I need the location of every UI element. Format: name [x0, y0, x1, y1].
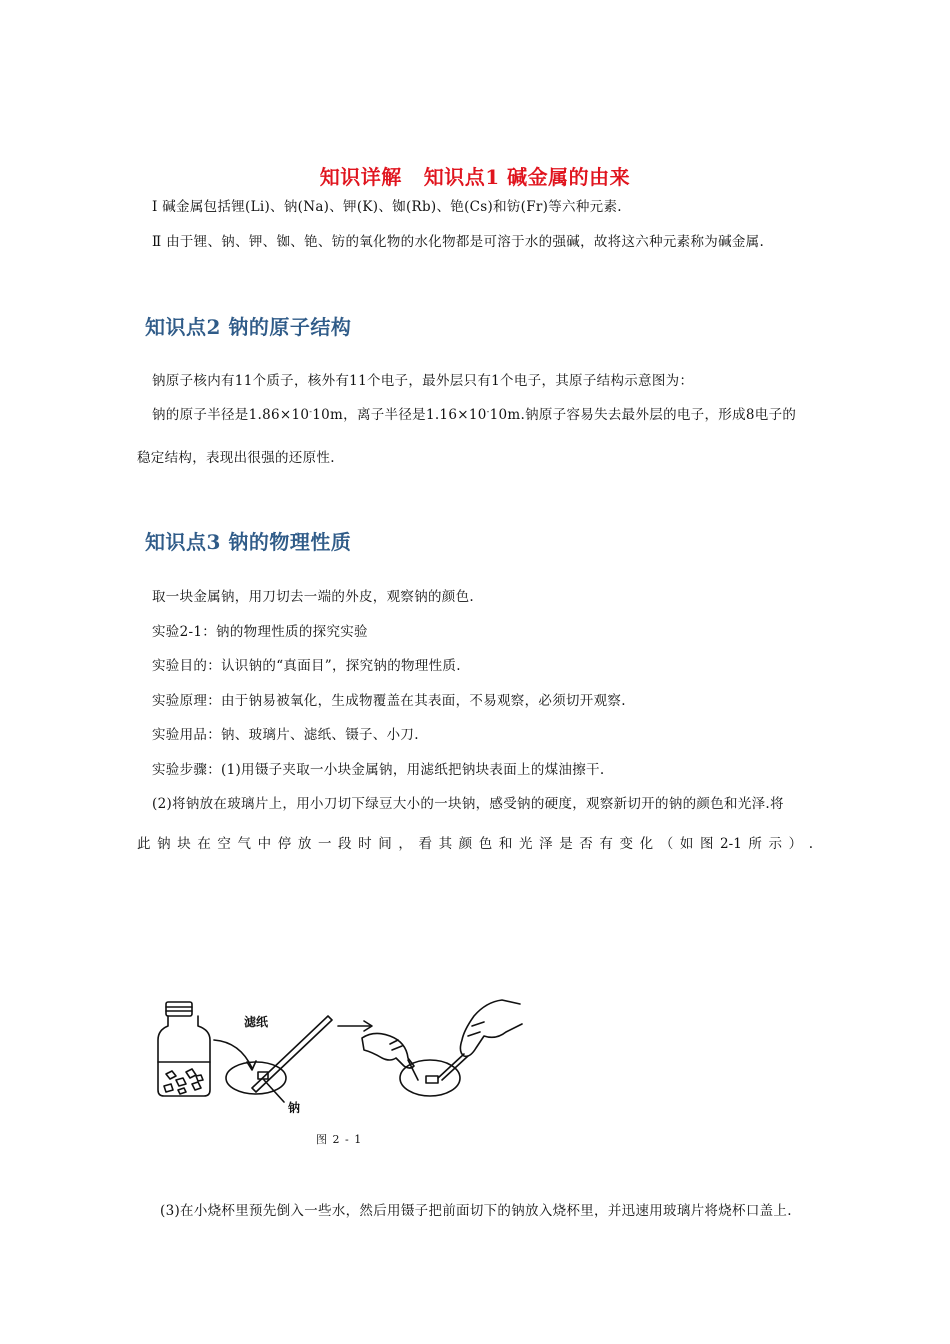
sodium-label: 钠 — [288, 1101, 301, 1115]
title-part1: 知识详解 — [319, 165, 402, 189]
section1-line2: Ⅱ 由于锂、钠、钾、铷、铯、钫的氧化物的水化物都是可溶于水的强碱，故将这六种元素称为碱金属. — [152, 234, 765, 250]
ionic-radius-text: 10m，离子半径是1.16×10 — [312, 407, 487, 423]
atomic-radius-text: 钠的原子半径是1.86×10 — [152, 407, 310, 423]
page-title — [0, 161, 950, 190]
figure-2-1 — [152, 996, 532, 1134]
filter-paper-label: 滤纸 — [244, 1015, 269, 1029]
section3-line-6: 实验步骤：(1)用镊子夹取一小块金属钠，用滤纸把钠块表面上的煤油擦干. — [152, 762, 605, 778]
title-part2: 知识点1 碱金属的由来 — [423, 165, 631, 189]
section3-line-1: 取一块金属钠，用刀切去一端的外皮，观察钠的颜色. — [152, 589, 474, 605]
sodium-piece-2-icon — [426, 1076, 438, 1083]
section3-line-4: 实验原理：由于钠易被氧化，生成物覆盖在其表面，不易观察，必须切开观察. — [152, 693, 626, 709]
section3-line-5: 实验用品：钠、玻璃片、滤纸、镊子、小刀. — [152, 727, 419, 743]
figure-caption: 图 2 - 1 — [316, 1133, 363, 1146]
section2-heading: 知识点2 钠的原子结构 — [145, 315, 352, 339]
step3-line: (3)在小烧杯里预先倒入一些水，然后用镊子把前面切下的钠放入烧杯里，并迅速用玻璃片将烧杯口盖上. — [160, 1203, 792, 1219]
section3-heading: 知识点3 钠的物理性质 — [145, 530, 352, 554]
section3-line-3: 实验目的：认识钠的“真面目”，探究钠的物理性质. — [152, 658, 461, 674]
section3-line-2: 实验2-1：钠的物理性质的探究实验 — [152, 624, 368, 640]
exponent-sign-2: - — [486, 407, 490, 416]
section1-line1: Ⅰ 碱金属包括锂(Li)、钠(Na)、钾(K)、铷(Rb)、铯(Cs)和钫(Fr)等六种元素. — [152, 199, 622, 215]
section2-line1: 钠原子核内有11个质子，核外有11个电子，最外层只有1个电子，其原子结构示意图为： — [152, 373, 694, 389]
section2-line3: 稳定结构，表现出很强的还原性. — [137, 450, 335, 466]
transfer-arrow-icon — [214, 1040, 252, 1068]
electron-loss-text: 10m.钠原子容易失去最外层的电子，形成8电子的 — [489, 407, 797, 423]
right-hand-icon — [460, 1000, 522, 1056]
reagent-bottle-icon — [158, 1002, 210, 1096]
exponent-sign-1: - — [309, 407, 313, 416]
step2-line2: 此钠块在空气中停放一段时间，看其颜色和光泽是否有变化（如图2-1所示）. — [137, 836, 813, 852]
sodium-experiment-illustration — [152, 996, 532, 1134]
filter-paper-icon — [226, 1062, 286, 1094]
section2-line2 — [152, 403, 796, 423]
left-hand-icon — [362, 1033, 414, 1068]
step2-line1: (2)将钠放在玻璃片上，用小刀切下绿豆大小的一块钠，感受钠的硬度，观察新切开的钠的颜色和光泽.将 — [152, 796, 784, 812]
